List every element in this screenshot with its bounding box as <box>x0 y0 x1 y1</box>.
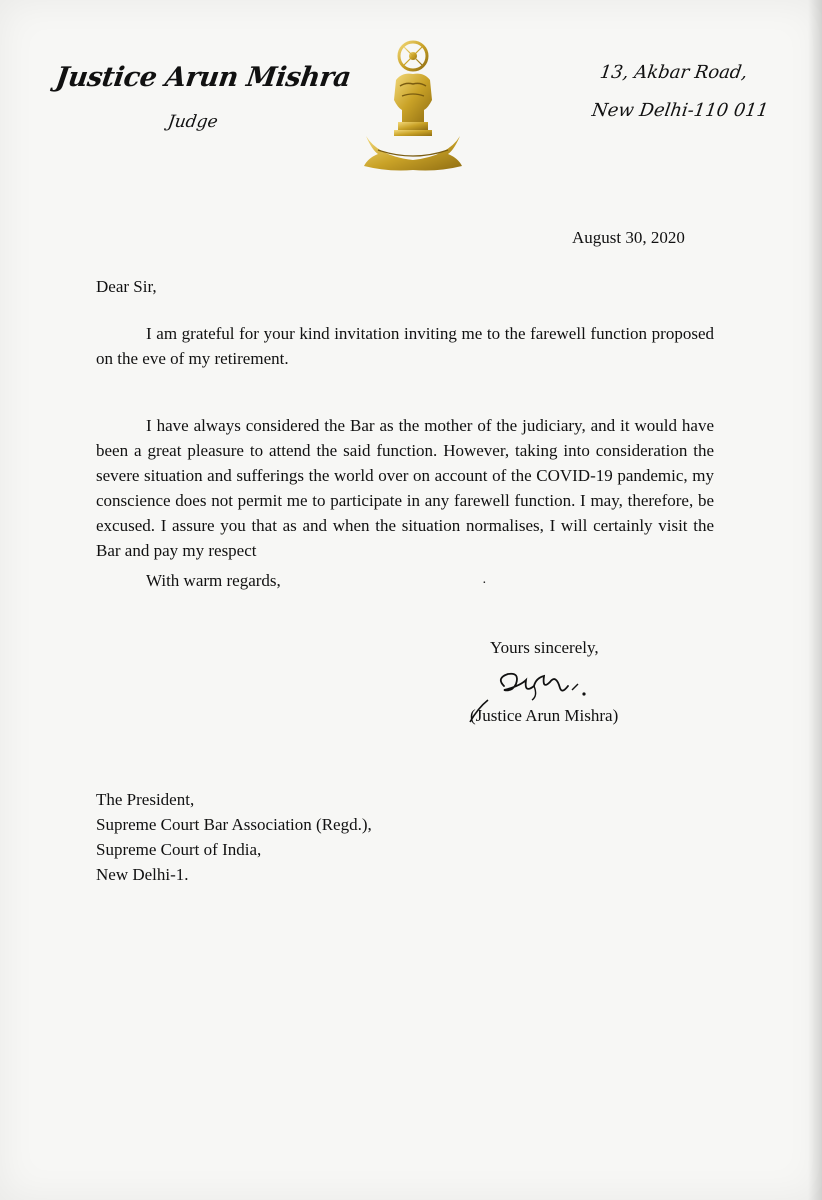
letterhead-title: Judge <box>166 112 219 132</box>
paragraph-invitation: I am grateful for your kind invitation inviting me to the farewell function proposed on the eve of my retirement. <box>96 324 714 368</box>
recipient-address <box>96 787 372 887</box>
recipient-line: Supreme Court Bar Association (Regd.), <box>96 815 372 834</box>
letterhead-name: Justice Arun Mishra <box>53 62 353 93</box>
letter-date: August 30, 2020 <box>572 228 685 247</box>
paper-speck: · <box>482 576 487 591</box>
signatory-name: (Justice Arun Mishra) <box>470 706 619 725</box>
letterhead-address-line1: 13, Akbar Road, <box>598 62 749 83</box>
letterhead-address-line2: New Delhi-110 011 <box>590 100 770 121</box>
closing: Yours sincerely, <box>490 638 599 657</box>
paragraph-regret: I have always considered the Bar as the mother of the judiciary, and it would have been a great pleasure to attend the said function. However, taking into consideration the severe situation and sufferings the world over on account of the COVID-19 pandemic, my conscience does not permit me to participate in any farewell function. I may, therefore, be excused. I assure you that as and when the situation normalises, I will certainly visit the Bar and pay my respect <box>96 416 714 560</box>
recipient-line: Supreme Court of India, <box>96 840 262 859</box>
recipient-line: The President, <box>96 790 195 809</box>
regards: With warm regards, <box>146 571 281 590</box>
state-emblem-icon <box>358 38 468 172</box>
recipient-line: New Delhi-1. <box>96 865 189 884</box>
salutation: Dear Sir, <box>96 277 157 296</box>
